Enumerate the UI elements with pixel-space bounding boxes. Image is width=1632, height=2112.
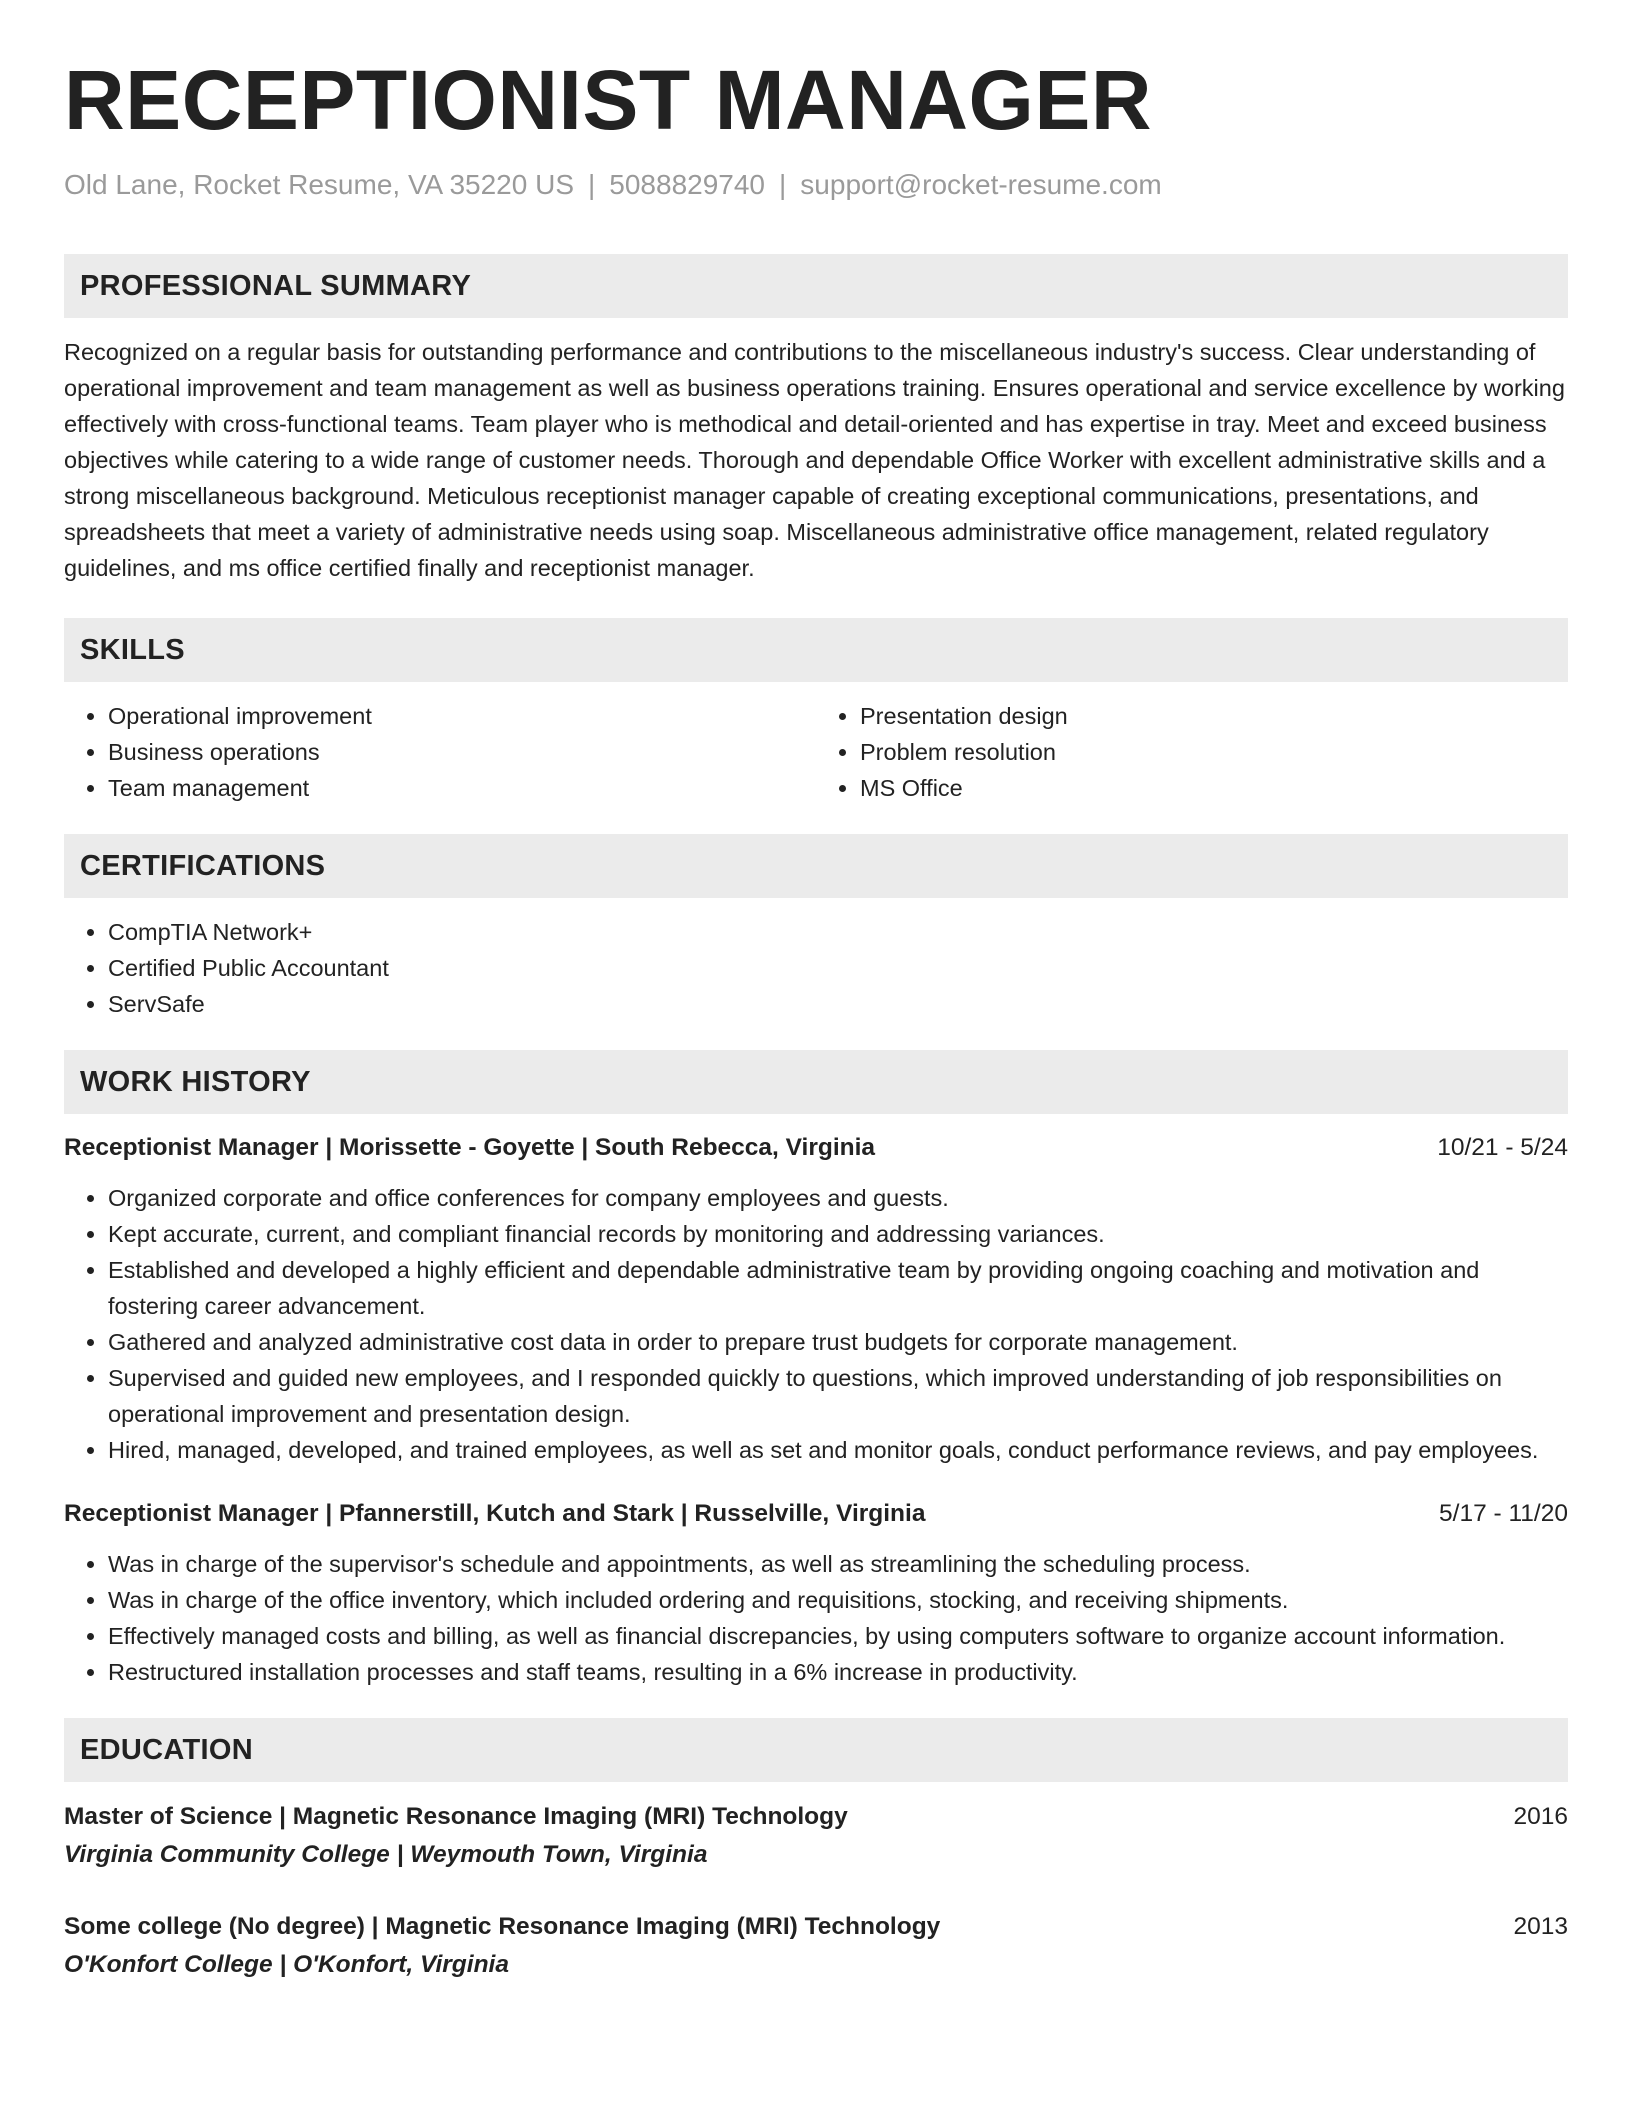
section-title-certifications: CERTIFICATIONS [64, 834, 1568, 898]
certifications-list [64, 914, 1568, 1022]
certification-item: • ServSafe [108, 986, 1568, 1022]
summary-text: Recognized on a regular basis for outstanding performance and contributions to the miscellaneous industry's success. Clear understanding of operational improvement and team management as well as business operations training. Ensures operational and service excellence by working effectively with cross-functional teams. Team player who is methodical and detail-oriented and has expertise in tray. Meet and exceed business objectives while catering to a wide range of customer needs. Thorough and dependable Office Worker with excellent administrative skills and a strong miscellaneous background. Meticulous receptionist manager capable of creating exceptional communications, presentations, and spreadsheets that meet a variety of administrative needs using soap. Miscellaneous administrative office management, related regulatory guidelines, and ms office certified finally and receptionist manager. [64, 339, 1565, 581]
skill-item: • Operational improvement [108, 698, 816, 734]
contact-phone: 5088829740 [609, 169, 766, 200]
job-duty-item: • Gathered and analyzed administrative cost data in order to prepare trust budgets for corporate management. [108, 1324, 1568, 1360]
job-duty-item: • Was in charge of the supervisor's schedule and appointments, as well as streamlining the scheduling process. [108, 1546, 1568, 1582]
job-dates: 10/21 - 5/24 [1437, 1134, 1568, 1161]
education-section [64, 1718, 1568, 1984]
skill-item: • Problem resolution [860, 734, 1568, 770]
skill-item: • Team management [108, 770, 816, 806]
section-title-education: EDUCATION [64, 1718, 1568, 1782]
job-duty-item: • Established and developed a highly efficient and dependable administrative team by providing ongoing coaching and motivation and fostering career advancement. [108, 1252, 1568, 1324]
skill-item: • Business operations [108, 734, 816, 770]
job-duty-item: • Supervised and guided new employees, and I responded quickly to questions, which improved understanding of job responsibilities on operational improvement and presentation design. [108, 1360, 1568, 1432]
education-degree: Some college (No degree) | Magnetic Resonance Imaging (MRI) Technology [64, 1913, 941, 1940]
education-school: Virginia Community College | Weymouth Town, Virginia [64, 1841, 708, 1868]
education-year: 2013 [1513, 1913, 1568, 1940]
education-school: O'Konfort College | O'Konfort, Virginia [64, 1951, 509, 1978]
education-year: 2016 [1513, 1803, 1568, 1830]
certification-item: • CompTIA Network+ [108, 914, 1568, 950]
skill-item: • Presentation design [860, 698, 1568, 734]
certifications-section [64, 834, 1568, 1022]
job-duties [64, 1180, 1568, 1468]
contact-separator: | [588, 169, 596, 200]
education-degree: Master of Science | Magnetic Resonance Imaging (MRI) Technology [64, 1803, 848, 1830]
section-title-work-history: WORK HISTORY [64, 1050, 1568, 1114]
section-title-summary: PROFESSIONAL SUMMARY [64, 254, 1568, 318]
education-entry [64, 1908, 1568, 1984]
job-duty-item: • Restructured installation processes and staff teams, resulting in a 6% increase in productivity. [108, 1654, 1568, 1690]
skill-item: • MS Office [860, 770, 1568, 806]
contact-address: Old Lane, Rocket Resume, VA 35220 US [64, 169, 574, 200]
summary-section [64, 254, 1568, 586]
education-entry [64, 1798, 1568, 1874]
job-duty-item: • Organized corporate and office conferences for company employees and guests. [108, 1180, 1568, 1216]
work-history-section [64, 1050, 1568, 1690]
skills-list-left [64, 698, 816, 806]
job-duty-item: • Effectively managed costs and billing, as well as financial discrepancies, by using computers software to organize account information. [108, 1618, 1568, 1654]
skills-list-right [816, 698, 1568, 806]
job-duties [64, 1546, 1568, 1690]
skills-section [64, 618, 1568, 806]
job-heading: Receptionist Manager | Morissette - Goyette | South Rebecca, Virginia [64, 1134, 876, 1161]
contact-line [64, 168, 1568, 202]
job-dates: 5/17 - 11/20 [1439, 1500, 1568, 1527]
candidate-name: RECEPTIONIST MANAGER [64, 53, 1153, 147]
job-duty-item: • Hired, managed, developed, and trained employees, as well as set and monitor goals, conduct performance reviews, and pay employees. [108, 1432, 1568, 1468]
section-title-skills: SKILLS [64, 618, 1568, 682]
job-duty-item: • Kept accurate, current, and compliant financial records by monitoring and addressing variances. [108, 1216, 1568, 1252]
contact-separator: | [779, 169, 787, 200]
job-duty-item: • Was in charge of the office inventory, which included ordering and requisitions, stocking, and receiving shipments. [108, 1582, 1568, 1618]
job-entry [64, 1496, 1568, 1690]
certification-item: • Certified Public Accountant [108, 950, 1568, 986]
contact-email: support@rocket-resume.com [800, 169, 1162, 200]
job-heading: Receptionist Manager | Pfannerstill, Kutch and Stark | Russelville, Virginia [64, 1500, 926, 1527]
job-entry [64, 1130, 1568, 1468]
